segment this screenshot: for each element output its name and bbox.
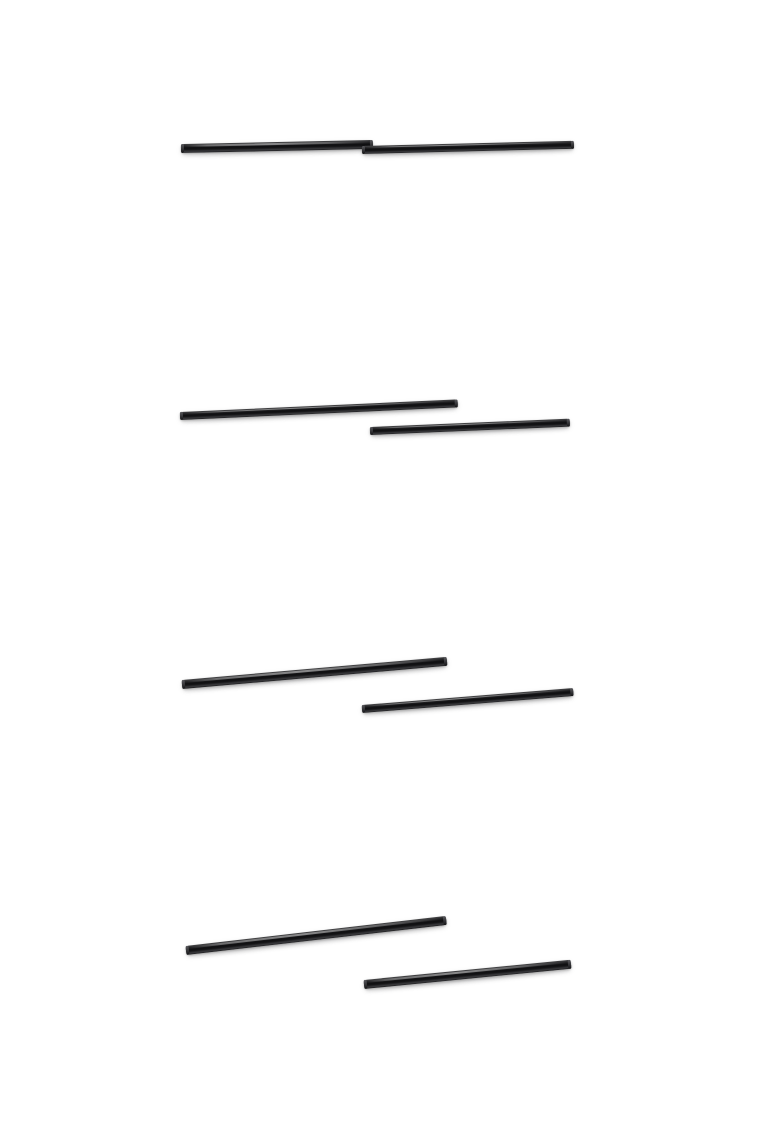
rod-end-cap-left — [180, 412, 183, 420]
rod-object — [182, 656, 448, 688]
rod-end-cap-left — [364, 979, 368, 988]
rod-end-cap-left — [362, 705, 366, 713]
rod-end-cap-left — [182, 679, 186, 688]
rod-object — [370, 419, 570, 435]
rod-object — [362, 688, 574, 713]
rod-end-cap-left — [181, 143, 184, 152]
rod-object — [180, 399, 458, 420]
rod-end-cap-right — [571, 141, 574, 149]
rod-end-cap-right — [570, 688, 574, 696]
rod-object — [364, 959, 572, 988]
rod-end-cap-left — [185, 945, 189, 954]
rod-object — [362, 141, 574, 154]
rod-end-cap-right — [567, 419, 570, 427]
rod-end-cap-left — [370, 427, 373, 435]
rod-end-cap-right — [455, 399, 458, 407]
rod-object — [185, 915, 446, 954]
rod-end-cap-right — [443, 915, 447, 924]
rod-end-cap-right — [568, 959, 572, 968]
rod-end-cap-right — [444, 656, 448, 665]
rod-object — [181, 139, 373, 152]
rod-end-cap-left — [362, 146, 365, 154]
